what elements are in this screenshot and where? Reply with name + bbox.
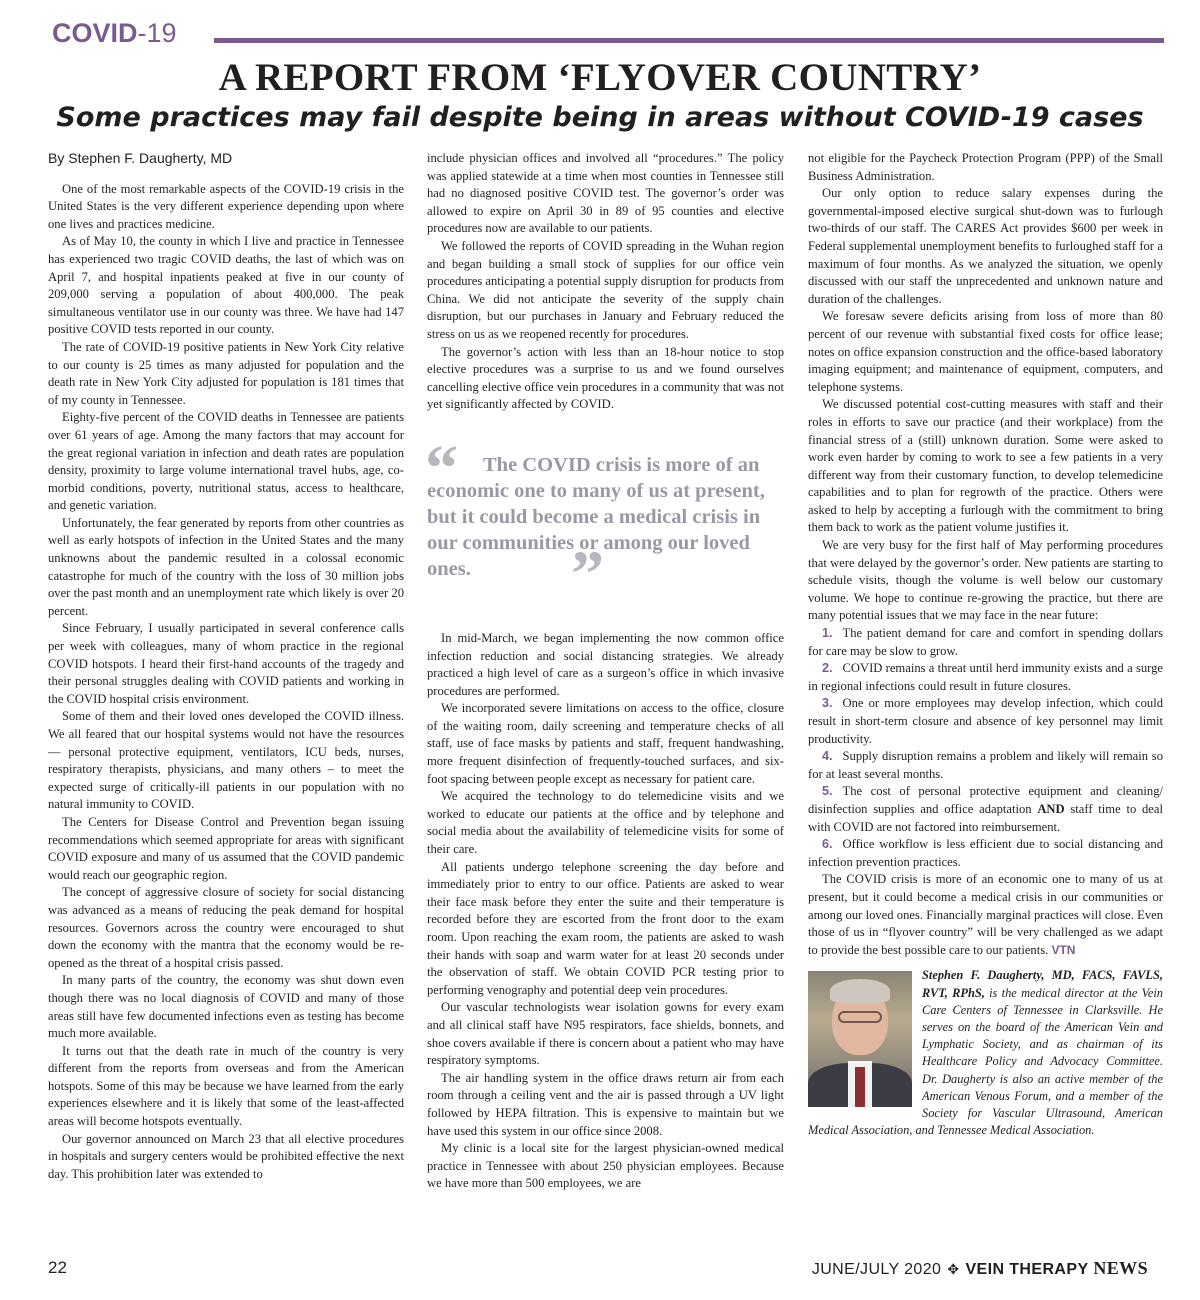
paragraph: Some of them and their loved ones developed the COVID illness. We all feared that our hospital systems would not have the resources — personal protective equipment, ventilators, ICU beds, nurses, respiratory therapists, physicians, and many others – to meet the expected surge of critically-ill patients in our population with no natural immunity to COVID. [48,709,404,812]
list-item: 6. Office workflow is less efficient due to social distancing and infection prevention practices. [808,837,1163,869]
paragraph: The rate of COVID-19 positive patients in New York City relative to our county is 25 times as many adjusted for population and the death rate in New York City adjusted for population is 181 times that of my county in Tennessee. [48,339,404,407]
pull-quote-text: an economic one to many of us at present, but it could become a medical crisis in our communities or among our loved ones. [427,453,765,580]
article-headline: A REPORT FROM ‘FLYOVER COUNTRY’ [218,56,982,99]
paragraph: Our vascular technologists wear isolation gowns for every exam and all clinical staff have N95 respirators, face shields, bonnets, and shoe covers available if there is concern about a patient who may have respiratory symptoms. [427,1000,784,1068]
paragraph: In mid-March, we began implementing the now common office infection reduction and social distancing strategies. We already practiced a high level of care as a surgeon’s office in which invasive procedures are performed. [427,630,784,698]
author-bio-text: is the medical director at the Vein Care Centers of Tennessee in Clarksville. He serves on the board of the American Vein and Lymphatic Society, and as chairman of its Healthcare Policy and Advocacy Committee. Dr. Daugherty is also an active member of the American Venous Forum, and a member of the Society for Vascular Ultrasound, American Medical Association, and Tennessee Medical Association. [808,985,1163,1138]
paragraph: We acquired the technology to do telemedicine visits and we worked to educate our patients at the office and by telephone and social media about the availability of telemedicine visits for some of their care. [427,789,784,857]
section-label: COVID-19 [52,18,177,48]
paragraph: We discussed potential cost-cutting measures with staff and their roles in efforts to save our practice (and their workplace) from the financial stress of a (still) unknown duration. Some were asked to work even harder by coming to work to see a few patients in a very different way from their customary function, to develop telemedicine capabilities and to plan for regrowth of the practice. Others were asked to help by accepting a furlough with the commitment to bring them back to work as the patient volume justifies it. [808,397,1163,535]
end-mark: VTN [1051,942,1076,957]
paragraph: Our governor announced on March 23 that all elective procedures in hospitals and surgery centers would be prohibited effective the next day. This prohibition later was extended to [48,1131,404,1181]
paragraph: My clinic is a local site for the largest physician-owned medical practice in Tennessee with about 250 physician employees. Because we have more than 500 employees, we are [427,1141,784,1191]
paragraph: We are very busy for the first half of May performing procedures that were delayed by the governor’s order. New patients are starting to schedule visits, though the volume is well below our customary volume. We hope to continue re-growing the practice, but there are many potential issues that we may face in the near future: [808,538,1163,623]
paragraph: We foresaw severe deficits arising from loss of more than 80 percent of our revenue with substantial fixed costs for office lease; notes on office expansion construction and the office-based laboratory imaging equipment; and maintenance of equipment, computers, and telephone systems. [808,309,1163,394]
column-1 [48,150,404,1183]
paragraph: Eighty-five percent of the COVID deaths in Tennessee are patients over 61 years of age. Among the many factors that may account for the great regional variation in infection and death rates are population density, proximity to large volume international travel hubs, age, co-morbid conditions, poverty, nutritional status, access to healthcare, and genetic variation. [48,410,404,513]
page-number: 22 [48,1258,67,1277]
list-item: 4. Supply disruption remains a problem and likely will remain so for at least several months. [808,749,1163,781]
open-quote-icon: “ [425,431,458,505]
closing-paragraph: The COVID crisis is more of an economic one to many of us at present, but it could become a medical crisis in our communities or among our loved ones. Financially marginal practices will close. Even those of us in “flyover country” will be very challenged as we adapt to provide the best possible care to our patients. VTN [808,872,1163,957]
pull-quote [425,431,784,630]
paragraph: The governor’s action with less than an 18-hour notice to stop elective procedures was a surprise to us and we found ourselves cancelling elective office vein procedures in a community that was not yet significantly affected by COVID. [427,344,784,412]
paragraph: One of the most remarkable aspects of the COVID-19 crisis in the United States is the very different experience depending upon where one lives and practices medicine. [48,181,404,231]
footer-publication [812,1258,1148,1279]
paragraph: In many parts of the country, the economy was shut down even though there was no local diagnosis of COVID and many of those areas still have few documented infections even as testing has become much more available. [48,973,404,1041]
paragraph: Our only option to reduce salary expenses during the governmental-imposed elective surgical shut-down was to furlough two-thirds of our staff. The CARES Act provides $600 per week in Federal supplemental unemployment benefits to furloughed staff for a maximum of four months. As we analyzed the situation, we openly discussed with our staff the unprecedented and unknown nature and duration of the challenges. [808,186,1163,306]
article-subhead: Some practices may fail despite being in areas without COVID-19 cases [56,102,1144,133]
author-name: Stephen F. Daugherty, MD, FACS, FAVLS, RVT, RPhS, [922,968,1163,1000]
paragraph: We followed the reports of COVID spreading in the Wuhan region and began building a small stock of supplies for our office vein procedures anticipating a potential supply disruption for products from China. We did not anticipate the severity of the supply chain disruption, but our purchases in January and February reduced the stress on us as we reopened recently for procedures. [427,238,784,341]
paragraph: Since February, I usually participated in several conference calls per week with colleagues, many of whom practice in the regional COVID hotspots. I heard their first-hand accounts of the tragedy and their personal struggles dealing with COVID patients and working in the COVID hospital crisis environment. [48,621,404,706]
author-photo [808,971,912,1107]
list-item: 1. The patient demand for care and comfort in spending dollars for care may be slow to grow. [808,626,1163,658]
paragraph: All patients undergo telephone screening the day before and immediately prior to entry to our office. Patients are asked to wear their face mask before they enter the suite and their temperature is recorded before they are escorted from the front door to the exam room. Upon reaching the exam room, the patients are asked to wash their hands with soap and warm water for at least 20 seconds under the observation of staff. We obtain COVID PCR testing prior to performing venography and potential deep vein procedures. [427,859,784,997]
paragraph: We incorporated severe limitations on access to the office, closure of the waiting room, daily screening and temperature checks of all staff, use of face masks by patients and staff, frequent handwashing, more frequent disinfection of frequently-touched surfaces, and six-foot spacing between people except as necessary for patient care. [427,701,784,786]
publication-news: NEWS [1093,1258,1148,1278]
column-3 [808,150,1163,1139]
author-bio [808,967,1163,1139]
paragraph: It turns out that the death rate in much of the country is very different from the reports from overseas and from the American hotspots. Some of this may be because we have learned from the early experiences elsewhere and it is likely that some of the least-affected areas will become hotspots eventually. [48,1043,404,1129]
list-item: 3. One or more employees may develop infection, which could result in short-term closure and absence of key personnel may limit productivity. [808,696,1163,746]
list-item: 2. COVID remains a threat until herd immunity exists and a surge in regional infections could result in future closures. [808,661,1163,693]
paragraph: not eligible for the Paycheck Protection Program (PPP) of the Small Business Administration. [808,151,1163,183]
section-header [52,16,1164,50]
column-2 [427,150,784,1193]
paragraph: The concept of aggressive closure of society for social distancing was advanced as a means of reducing the peak demand for hospital resources. Governors across the country were encouraged to shut down the economy with the mantra that the economy would be re-opened as the threat of a hospital crisis passed. [48,885,404,970]
list-item: 5. The cost of personal protective equipment and cleaning/ disinfection supplies and office adaptation AND staff time to deal with COVID are not factored into reimbursement. [808,784,1163,834]
separator-icon: ✥ [947,1261,960,1277]
paragraph: The air handling system in the office draws return air from each room through a ceiling vent and the air is passed through a UV light followed by HEPA filtration. This is expensive to maintain but we have used this system in our office since 2008. [427,1070,784,1138]
byline: By Stephen F. Daugherty, MD [48,150,233,166]
paragraph: Unfortunately, the fear generated by reports from other countries as well as early hotspots of infection in the United States and the many unknowns about the pandemic resulted in a colossal economic catastrophe for much of the country with the loss of 30 million jobs over the past month and an unemployment rate which likely is over 20 percent. [48,515,404,618]
paragraph: The Centers for Disease Control and Prevention began issuing recommendations which seemed appropriate for areas with significant COVID exposure and many of us assumed that the COVID pandemic would reach our geographic region. [48,814,404,882]
paragraph: As of May 10, the county in which I live and practice in Tennessee has experienced two tragic COVID deaths, the last of which was on April 7, and hospital inpatients peaked at five in our county of 209,000 serving a population of about 400,000. The peak simultaneous ventilator use in our county was three. We have had 147 positive COVID tests reported in our county. [48,234,404,337]
issue-date: JUNE/JULY 2020 [811,1261,942,1278]
section-rule [214,38,1164,43]
publication-name: VEIN THERAPY [965,1261,1089,1278]
close-quote-icon: ” [571,537,604,611]
paragraph: include physician offices and involved all “procedures.” The policy was applied statewide at a time when most counties in Tennessee still had no diagnosed positive COVID test. The governor’s order was allowed to expire on April 30 in 89 of 95 counties and elective procedures now are available to our patients. [427,151,784,236]
pull-quote-line1: The COVID crisis is more of [483,453,733,476]
